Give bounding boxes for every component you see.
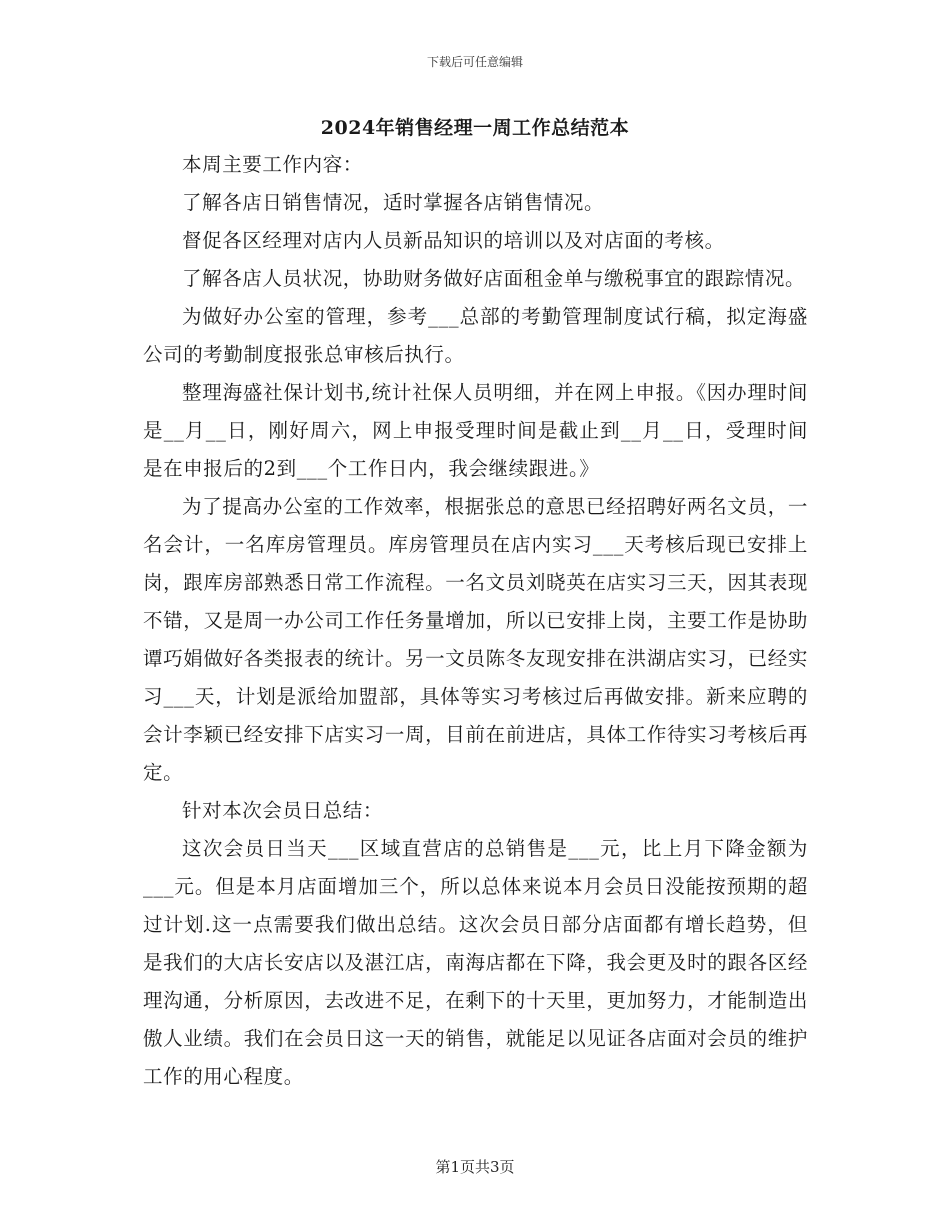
paragraph-training: 督促各区经理对店内人员新品知识的培训以及对店面的考核。 (182, 229, 725, 252)
paragraph-main-work-heading: 本周主要工作内容： (182, 153, 363, 176)
paragraph-sales-status: 了解各店日销售情况，适时掌握各店销售情况。 (182, 191, 605, 214)
page-header: 下载后可任意编辑 (426, 55, 523, 69)
paragraph-recruitment: 为了提高办公室的工作效率，根据张总的意思已经招聘好两名文员，一名会计，一名库房管理员。库房管理员在店内实习___天考核后现已安排上岗，跟库房部熟悉日常工作流程。一名文员刘晓英在店实习三天，因其表现不错，又是周一办公司工作任务量增加，所以已安排上岗，主要工作是协助谭巧娟做好各类报表的统计。另一文员陈冬友现安排在洪湖店实习，已经实习___天，计划是派给加盟部，具体等实习考核过后再做安排。新来应聘的会计李颖已经安排下店实习一周，目前在前进店，具体工作待实习考核后再定。 (143, 495, 808, 784)
paragraph-member-day-heading: 针对本次会员日总结： (182, 799, 384, 822)
paragraph-office-management: 为做好办公室的管理，参考___总部的考勤管理制度试行稿，拟定海盛公司的考勤制度报张总审核后执行。 (143, 305, 808, 366)
paragraph-member-day-summary: 这次会员日当天___区域直营店的总销售是___元，比上月下降金额为___元。但是本月店面增加三个，所以总体来说本月会员日没能按预期的超过计划.这一点需要我们做出总结。这次会员日部分店面都有增长趋势，但是我们的大店长安店以及湛江店，南海店都在下降，我会更及时的跟各区经理沟通，分析原因，去改进不足，在剩下的十天里，更加努力，才能制造出傲人业绩。我们在会员日这一天的销售，就能足以见证各店面对会员的维护工作的用心程度。 (143, 837, 808, 1088)
paragraph-social-security: 整理海盛社保计划书,统计社保人员明细，并在网上申报。《因办理时间是__月__日，刚好周六，网上申报受理时间是截止到__月__日，受理时间是在申报后的2到___个工作日内，我会继续跟进。》 (143, 381, 808, 480)
paragraph-staff-status: 了解各店人员状况，协助财务做好店面租金单与缴税事宜的跟踪情况。 (182, 267, 806, 290)
document-title: 2024年销售经理一周工作总结范本 (320, 117, 630, 139)
document-body (143, 146, 808, 1096)
page-footer: 第1页共3页 (435, 1158, 515, 1176)
